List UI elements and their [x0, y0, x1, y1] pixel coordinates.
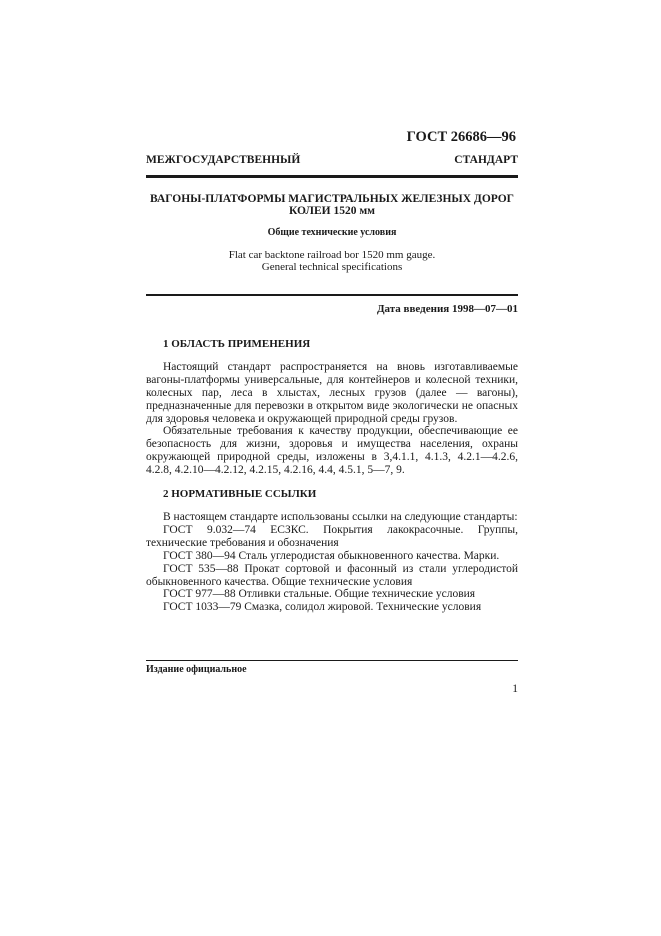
document-title: [146, 193, 518, 217]
introduction-date: Дата введения 1998—07—01: [376, 303, 518, 315]
standard-type-heading: МЕЖГОСУДАРСТВЕННЫЙ СТАНДАРТ: [146, 154, 518, 166]
footer-rule: [146, 660, 518, 661]
english-title-line-2: General technical specifications: [261, 261, 403, 273]
page-number: 1: [512, 683, 518, 695]
reference-item: ГОСТ 977—88 Отливки стальные. Общие технические условия: [163, 588, 476, 601]
gost-code: ГОСТ 26686—96: [406, 129, 516, 145]
reference-item: ГОСТ 380—94 Сталь углеродистая обыкновенного качества. Марки.: [163, 549, 500, 562]
header-rule: [146, 175, 518, 178]
title-line-1: ВАГОНЫ-ПЛАТФОРМЫ МАГИСТРАЛЬНЫХ ЖЕЛЕЗНЫХ ДОРОГ: [150, 193, 514, 205]
english-title: [146, 249, 518, 273]
section-1-paragraph: Настоящий стандарт распространяется на вновь изготавливаемые вагоны-платформы универсальные, для контейнеров и колесной техники, колесных пар, леса в хлыстах, лесных грузов (далее — вагоны), предназначенные для перевозки в открытом виде экологически не опасных для здоровья человека и окружающей природной среды грузов.: [146, 360, 518, 425]
english-title-line-1: Flat car backtone railroad bor 1520 mm gauge.: [228, 249, 436, 261]
section-1-heading: 1 ОБЛАСТЬ ПРИМЕНЕНИЯ: [163, 338, 311, 350]
title-line-2: КОЛЕИ 1520 мм: [288, 205, 376, 217]
section-2-paragraph: В настоящем стандарте использованы ссылки на следующие стандарты:: [163, 510, 518, 523]
title-rule: [146, 294, 518, 296]
official-edition-label: Издание официальное: [146, 664, 247, 675]
document-body: [146, 338, 518, 614]
document-subtitle: Общие технические условия: [267, 227, 397, 238]
reference-item: ГОСТ 535—88 Прокат сортовой и фасонный из стали углеродистой обыкновенного качества. Общие технические условия: [146, 562, 518, 588]
section-1-paragraph: Обязательные требования к качеству продукции, обеспечивающие ее безопасность для жизни, здоровья и имущества населения, охраны окружающей природной среды, изложены в 3,4.1.1, 4.1.3, 4.2.1—4.2.6, 4.2.8, 4.2.10—4.2.12, 4.2.15, 4.2.16, 4.4, 4.5.1, 5—7, 9.: [146, 425, 518, 477]
section-2-heading: 2 НОРМАТИВНЫЕ ССЫЛКИ: [163, 488, 317, 501]
reference-item: ГОСТ 1033—79 Смазка, солидол жировой. Технические условия: [163, 601, 482, 614]
reference-item: ГОСТ 9.032—74 ЕСЗКС. Покрытия лакокрасочные. Группы, технические требования и обозначения: [146, 523, 518, 549]
